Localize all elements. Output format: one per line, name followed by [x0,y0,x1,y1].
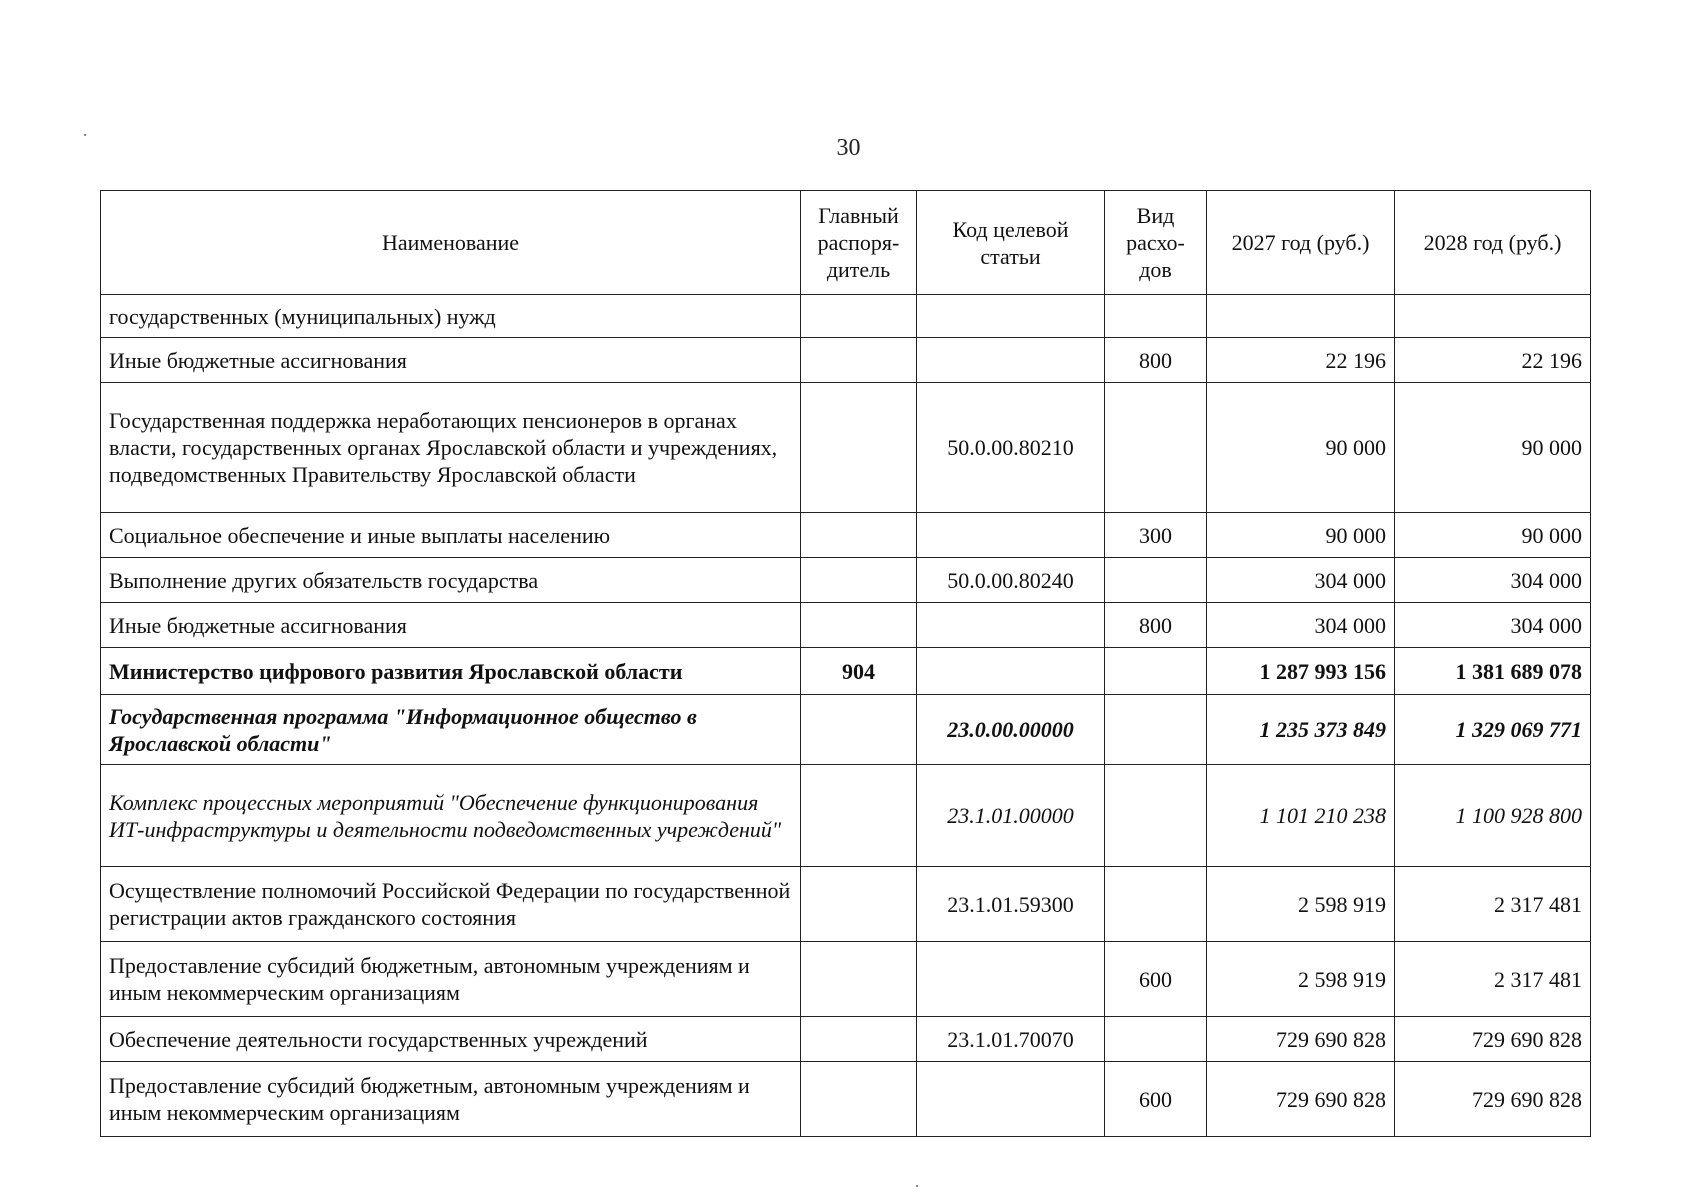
cell-expense-type [1105,295,1207,338]
cell-expense-type: 800 [1105,338,1207,383]
cell-chief-administrator [801,695,917,765]
cell-name: Выполнение других обязательств государства [101,558,801,603]
table-row [101,648,1591,695]
table-header-row [101,191,1591,295]
header-year-2027: 2027 год (руб.) [1207,191,1395,295]
table-row [101,867,1591,942]
cell-target-code [917,295,1105,338]
cell-expense-type [1105,383,1207,513]
cell-expense-type: 300 [1105,513,1207,558]
cell-name: Обеспечение деятельности государственных учреждений [101,1017,801,1062]
cell-expense-type: 800 [1105,603,1207,648]
table-row [101,558,1591,603]
cell-chief-administrator [801,867,917,942]
cell-expense-type [1105,765,1207,867]
cell-chief-administrator [801,1017,917,1062]
cell-expense-type [1105,558,1207,603]
header-year-2028: 2028 год (руб.) [1395,191,1591,295]
cell-year-2028: 1 329 069 771 [1395,695,1591,765]
table-row [101,513,1591,558]
cell-expense-type: 600 [1105,1062,1207,1137]
cell-target-code [917,338,1105,383]
cell-year-2028: 90 000 [1395,513,1591,558]
cell-year-2027: 90 000 [1207,513,1395,558]
cell-target-code [917,648,1105,695]
header-target-code: Код целевой статьи [917,191,1105,295]
header-name: Наименование [101,191,801,295]
cell-year-2027: 304 000 [1207,558,1395,603]
cell-year-2027: 2 598 919 [1207,867,1395,942]
cell-name: Предоставление субсидий бюджетным, автономным учреждениям и иным некоммерческим организациям [101,1062,801,1137]
cell-year-2027 [1207,295,1395,338]
cell-chief-administrator [801,558,917,603]
page-number: 30 [836,135,861,161]
cell-target-code: 50.0.00.80240 [917,558,1105,603]
cell-year-2027: 90 000 [1207,383,1395,513]
cell-year-2027: 1 235 373 849 [1207,695,1395,765]
budget-table [100,190,1591,1137]
cell-year-2027: 729 690 828 [1207,1062,1395,1137]
table-row [101,695,1591,765]
cell-year-2028: 304 000 [1395,603,1591,648]
cell-chief-administrator [801,765,917,867]
cell-year-2028: 2 317 481 [1395,867,1591,942]
cell-chief-administrator [801,513,917,558]
cell-year-2028: 729 690 828 [1395,1017,1591,1062]
table-row [101,942,1591,1017]
cell-target-code: 50.0.00.80210 [917,383,1105,513]
cell-chief-administrator [801,603,917,648]
cell-target-code [917,513,1105,558]
table-row [101,383,1591,513]
cell-chief-administrator [801,295,917,338]
cell-year-2028: 304 000 [1395,558,1591,603]
cell-target-code: 23.1.01.70070 [917,1017,1105,1062]
cell-name: Комплекс процессных мероприятий "Обеспечение функционирования ИТ-инфраструктуры и деятельности подведомственных учреждений" [101,765,801,867]
cell-year-2027: 304 000 [1207,603,1395,648]
cell-year-2028: 22 196 [1395,338,1591,383]
table-row [101,765,1591,867]
budget-table-container [100,190,1590,1137]
cell-chief-administrator: 904 [801,648,917,695]
cell-chief-administrator [801,1062,917,1137]
cell-name: Государственная программа "Информационное общество в Ярославской области" [101,695,801,765]
cell-name: Осуществление полномочий Российской Федерации по государственной регистрации актов гражданского состояния [101,867,801,942]
cell-expense-type [1105,867,1207,942]
cell-target-code [917,603,1105,648]
cell-target-code: 23.1.01.59300 [917,867,1105,942]
scan-speck [916,1185,918,1187]
cell-name: государственных (муниципальных) нужд [101,295,801,338]
header-expense-type: Вид расхо-дов [1105,191,1207,295]
cell-target-code [917,1062,1105,1137]
cell-chief-administrator [801,338,917,383]
cell-year-2028: 90 000 [1395,383,1591,513]
cell-year-2028: 1 100 928 800 [1395,765,1591,867]
cell-name: Иные бюджетные ассигнования [101,338,801,383]
cell-target-code [917,942,1105,1017]
cell-target-code: 23.1.01.00000 [917,765,1105,867]
table-row [101,338,1591,383]
cell-year-2028 [1395,295,1591,338]
cell-year-2027: 1 287 993 156 [1207,648,1395,695]
scan-speck [84,134,86,136]
cell-expense-type [1105,695,1207,765]
cell-year-2027: 729 690 828 [1207,1017,1395,1062]
cell-expense-type [1105,1017,1207,1062]
table-row [101,295,1591,338]
cell-year-2028: 1 381 689 078 [1395,648,1591,695]
cell-year-2027: 1 101 210 238 [1207,765,1395,867]
cell-name: Министерство цифрового развития Ярославской области [101,648,801,695]
table-body [101,295,1591,1137]
cell-name: Государственная поддержка неработающих пенсионеров в органах власти, государственных органах Ярославской области и учреждениях, подведомственных Правительству Ярославской области [101,383,801,513]
cell-name: Предоставление субсидий бюджетным, автономным учреждениям и иным некоммерческим организациям [101,942,801,1017]
cell-name: Социальное обеспечение и иные выплаты населению [101,513,801,558]
cell-year-2027: 22 196 [1207,338,1395,383]
cell-name: Иные бюджетные ассигнования [101,603,801,648]
cell-chief-administrator [801,942,917,1017]
cell-year-2028: 729 690 828 [1395,1062,1591,1137]
table-row [101,1062,1591,1137]
cell-year-2028: 2 317 481 [1395,942,1591,1017]
cell-target-code: 23.0.00.00000 [917,695,1105,765]
cell-expense-type: 600 [1105,942,1207,1017]
cell-expense-type [1105,648,1207,695]
header-chief-administrator: Главный распоря-дитель [801,191,917,295]
cell-year-2027: 2 598 919 [1207,942,1395,1017]
table-row [101,603,1591,648]
table-row [101,1017,1591,1062]
cell-chief-administrator [801,383,917,513]
